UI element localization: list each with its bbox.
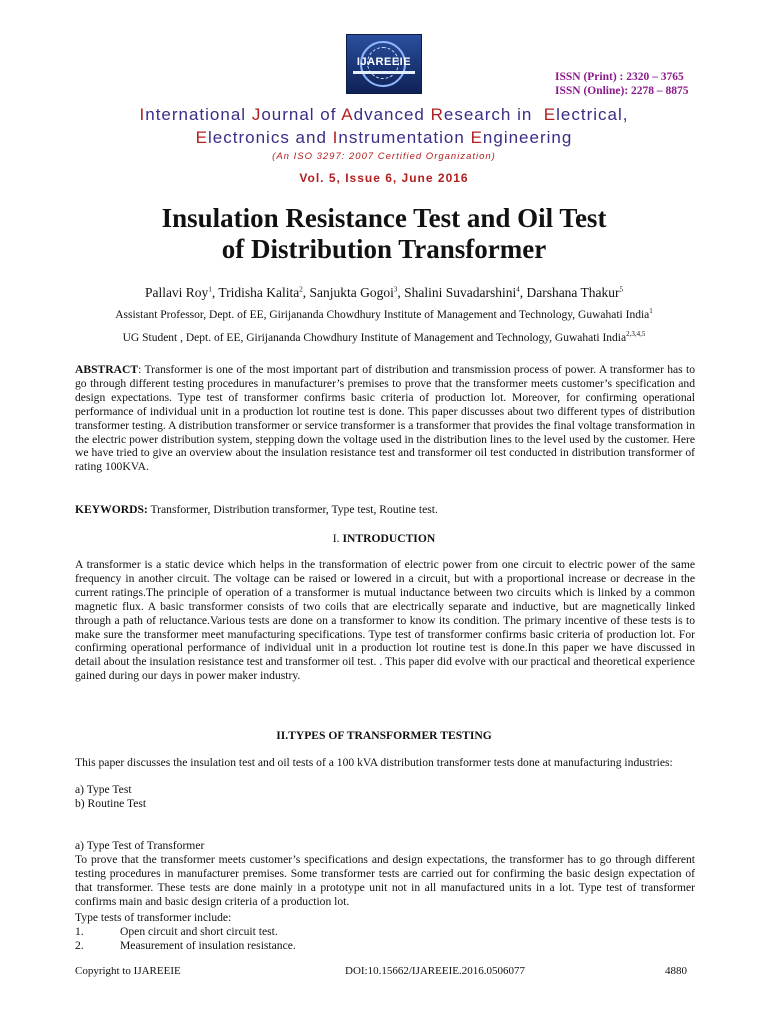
author-name: Sanjukta Gogoi [309, 285, 394, 300]
logo-text: IJAREEIE [356, 56, 412, 68]
affiliation-2 [0, 330, 768, 344]
issn-online: ISSN (Online): 2278 – 8875 [555, 85, 689, 97]
journal_line2-word-1: nstrumentation [338, 128, 471, 147]
author-sup: 3 [393, 285, 398, 294]
section2-heading: II.TYPES OF TRANSFORMER TESTING [276, 729, 492, 742]
author-list [0, 285, 768, 301]
author-name: Pallavi Roy [144, 285, 209, 300]
journal_line2-cap-1: I [332, 128, 339, 147]
author-sup: 5 [619, 285, 624, 294]
journal-title-line2 [0, 127, 768, 148]
list-item-2-text: Measurement of insulation resistance. [120, 939, 296, 952]
author-separator: , [397, 285, 405, 300]
intro-heading-num: I. [332, 532, 343, 545]
journal_line1-word-0: nternational [145, 105, 252, 124]
section2-item-a: a) Type Test [75, 783, 132, 796]
journal_line2-cap-0: E [195, 128, 209, 147]
type-test-paragraph: To prove that the transformer meets customer’s specifications and design expectations, the transformer has to go through different testing procedures in manufacturer premises. Some transformer tests are carried out for confirming the basic design expectation of that transformer. These tests are done mainly in a prototype unit not in all manufactured units in a lot. Type test of transformer confirms main and basic design criteria of a production lot. [75, 853, 695, 908]
journal_line1-word-2: dvanced [353, 105, 431, 124]
affiliation-1-text: Assistant Professor, Dept. of EE, Girijananda Chowdhury Institute of Management and Technology, Guwahati India [115, 308, 650, 321]
journal_line1-word-1: ournal of [261, 105, 342, 124]
journal-subtitle: (An ISO 3297: 2007 Certified Organization) [272, 151, 496, 162]
abstract-label: ABSTRACT [75, 363, 139, 376]
logo-bar [353, 71, 415, 74]
list-item-2-num: 2. [75, 939, 84, 952]
journal-title-line1 [0, 104, 768, 125]
intro-paragraph: A transformer is a static device which helps in the transformation of electric power from one circuit to electric power of the same frequency in another circuit. The voltage can be raised or lowered in a circuit, but with a proportional increase or decrease in the current ratings.The principle of operation of a transformer is mutual inductance between two circuits which is linked by a common magnetic flux. A basic transformer consists of two coils that are electrically separate and inductive, but are magnetically linked through a path of reluctance.Various tests are done on a transformer to know its condition. The primary incentive of these tests is to make sure the transformer meet manufacturing specifications. Type test of transformer confirms basic criteria of production lot. For confirming operational performance of individual unit in a production lot routine test is done.In this paper we have discussed in detail about the insulation resistance test and transformer oil test. . This paper did evolve with our practical and theoretical experience gained during our days in power maker industry. [75, 558, 695, 683]
affiliation-2-text: UG Student , Dept. of EE, Girijananda Chowdhury Institute of Management and Technology, Guwahati India [122, 331, 627, 344]
paper-title-line2: of Distribution Transformer [221, 234, 547, 264]
abstract [75, 363, 695, 474]
author-sup: 2 [299, 285, 303, 294]
keywords [75, 503, 695, 517]
journal_line2-word-2: ngineering [482, 128, 573, 147]
abstract-text: : Transformer is one of the most important part of distribution and transmission process of power. A transformer has to go through different testing procedures in manufacturer’s premises to prove that the transformer meets customer’s specification and design expectations. Type test of transformer confirms basic criteria of production lot. Moreover, for confirming operational performance of individual unit in a production lot routine test is done. This paper discusses about two different types of distribution transformer testing. A distribution transformer or service transformer is a transformer that provides the final voltage transformation in the electric power distribution system, stepping down the voltage used in the distribution lines to the level used by the customer. Here we have tried to give an overview about the insulation resistance test and transformer oil test conducted in distribution transformer of rating 100KVA. [75, 363, 695, 474]
paper-title-line1: Insulation Resistance Test and Oil Test [161, 203, 607, 233]
affiliation-2-sup: 2,3,4,5 [626, 330, 646, 338]
author-sup: 1 [208, 285, 212, 294]
journal-title [0, 104, 768, 148]
journal_line1-word-3: esearch in [443, 105, 544, 124]
journal_line2-word-0: lectronics and [208, 128, 333, 147]
section2-item-b: b) Routine Test [75, 797, 147, 810]
keywords-text: Transformer, Distribution transformer, Type test, Routine test. [147, 503, 438, 516]
affiliation-1 [0, 307, 768, 321]
issn-block [555, 70, 689, 98]
journal_line1-word-4: lectrical, [556, 105, 629, 124]
author-name: Darshana Thakur [526, 285, 620, 300]
author-separator: , [302, 285, 310, 300]
author-sup: 4 [516, 285, 520, 294]
affiliation-1-sup: 1 [649, 307, 653, 315]
keywords-label: KEYWORDS: [75, 503, 148, 516]
journal-volume: Vol. 5, Issue 6, June 2016 [299, 171, 469, 185]
author-separator: , [211, 285, 219, 300]
intro-heading-text: INTRODUCTION [342, 532, 436, 545]
journal_line1-cap-1: J [251, 105, 262, 124]
section2-paragraph: This paper discusses the insulation test and oil tests of a 100 kVA distribution transformer tests done at manufacturing industries: [75, 756, 673, 769]
author-name: Shalini Suvadarshini [404, 285, 517, 300]
footer-page-number: 4880 [665, 965, 687, 977]
footer-copyright: Copyright to IJAREEIE [75, 965, 181, 977]
author-name: Tridisha Kalita [218, 285, 300, 300]
journal_line1-cap-3: R [430, 105, 444, 124]
list-item-1-text: Open circuit and short circuit test. [120, 925, 278, 938]
author-separator: , [519, 285, 527, 300]
journal_line1-cap-2: A [341, 105, 354, 124]
paper-title [0, 203, 768, 265]
type-test-list-intro: Type tests of transformer include: [75, 911, 232, 924]
footer-doi: DOI:10.15662/IJAREEIE.2016.0506077 [345, 965, 525, 977]
issn-print: ISSN (Print) : 2320 – 3765 [555, 71, 684, 83]
journal-logo [346, 34, 422, 94]
type-test-heading: a) Type Test of Transformer [75, 839, 205, 852]
journal_line2-cap-2: E [470, 128, 483, 147]
list-item-1-num: 1. [75, 925, 84, 938]
journal_line1-cap-0: I [139, 105, 146, 124]
intro-heading [0, 532, 768, 545]
journal_line1-cap-4: E [543, 105, 557, 124]
